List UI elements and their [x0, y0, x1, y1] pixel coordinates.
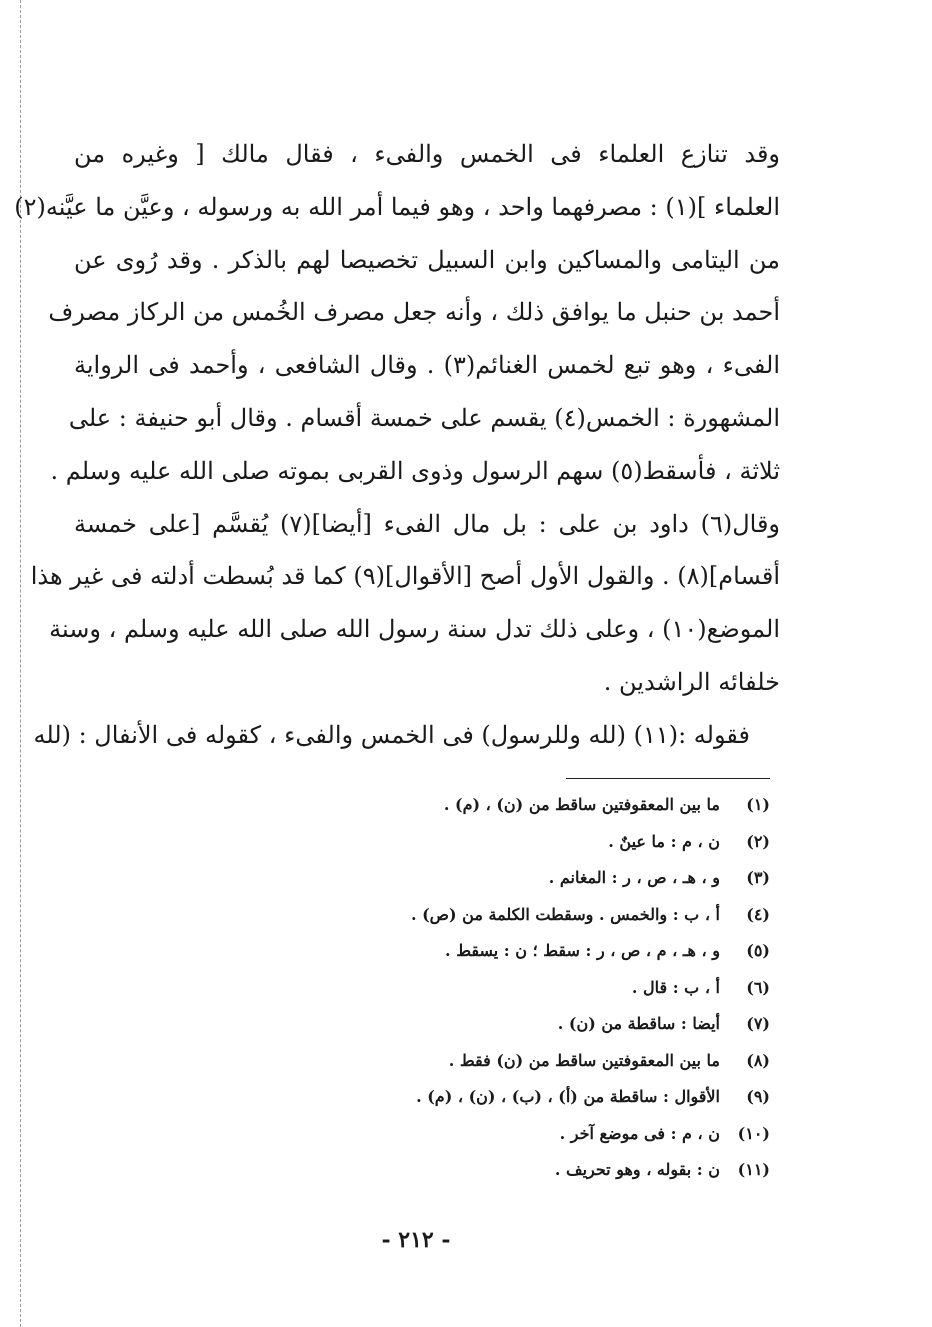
footnote-text: ن ، م : ما عينٌ .: [608, 831, 720, 851]
text-line: أحمد بن حنبل ما يوافق ذلك ، وأنه جعل مصرف الخُمس من الركاز مصرف: [48, 298, 780, 327]
text-line: المشهورة : الخمس(٤) يقسم على خمسة أقسام . وقال أبو حنيفة : على: [68, 403, 780, 432]
footnote: [200, 1006, 770, 1043]
footnote-number: (٣): [746, 868, 770, 887]
footnote: [200, 1079, 770, 1116]
footnote-text: ما بين المعقوفتين ساقط من (ن) فقط .: [448, 1050, 720, 1070]
text-line: أقسام](٨) . والقول الأول أصح [الأقوال](٩) كما قد بُسطت أدلته فى غير هذا: [30, 562, 780, 591]
page-number: - ٢١٢ -: [381, 1227, 451, 1253]
footnote-text: أيضا : ساقطة من (ن) .: [557, 1014, 720, 1033]
footnote-text: ن ، م : فى موضع آخر .: [559, 1123, 720, 1143]
footnote-number: (١): [746, 795, 770, 814]
footnote-number: (٨): [746, 1050, 770, 1070]
footnote: [200, 1152, 770, 1189]
text-line: الفىء ، وهو تبع لخمس الغنائم(٣) . وقال الشافعى ، وأحمد فى الرواية: [74, 351, 781, 380]
footnote-text: ما بين المعقوفتين ساقط من (ن) ، (م) .: [443, 795, 720, 814]
footnote-number: (١١): [737, 1160, 770, 1179]
footnote-number: (٦): [746, 977, 770, 997]
footnote-number: (٢): [746, 831, 770, 851]
text-line: العلماء ](١) : مصرفهما واحد ، وهو فيما أمر الله به ورسوله ، وعيَّن ما عيَّنه(٢): [14, 192, 780, 221]
text-line: وقال(٦) داود بن على : بل مال الفىء [أيضا](٧) يُقسَّم [على خمسة: [74, 509, 781, 538]
footnote-number: (٤): [746, 904, 770, 924]
footnote: [200, 970, 770, 1007]
footnote: [200, 897, 770, 934]
footnote: [200, 933, 770, 970]
footnote-text: أ ، ب : والخمس . وسقطت الكلمة من (ص) .: [410, 904, 720, 924]
footnote-number: (٥): [746, 941, 770, 960]
footnote-text: الأقوال : ساقطة من (أ) ، (ب) ، (ن) ، (م) .: [416, 1087, 720, 1106]
footnote-number: (١٠): [737, 1123, 770, 1143]
text-line: خلفائه الراشدين .: [603, 667, 780, 696]
text-line: من اليتامى والمساكين وابن السبيل تخصيصا لهم بالذكر . وقد رُوى عن: [74, 245, 780, 274]
footnote: [200, 860, 770, 897]
footnote-number: (٩): [746, 1087, 770, 1106]
footnote: [200, 787, 770, 824]
footnote: [200, 824, 770, 861]
footnote-text: و ، هـ ، م ، ص ، ر : سقط ؛ ن : يسقط .: [445, 941, 720, 960]
text-line: وقد تنازع العلماء فى الخمس والفىء ، فقال مالك [ وغيره من: [74, 140, 781, 168]
footnote: [200, 1043, 770, 1080]
footnote-text: أ ، ب : قال .: [631, 977, 720, 997]
text-line: فقوله :(١١) (لله وللرسول) فى الخمس والفىء ، كقوله فى الأنفال : (لله: [33, 720, 750, 749]
text-line: ثلاثة ، فأسقط(٥) سهم الرسول وذوى القربى بموته صلى الله عليه وسلم .: [50, 456, 780, 485]
footnotes: [200, 787, 770, 1189]
body-text: [14, 128, 781, 762]
footnote-text: و ، هـ ، ص ، ر : المغانم .: [548, 868, 720, 887]
footnote-text: ن : بقوله ، وهو تحريف .: [554, 1160, 720, 1179]
footnote-number: (٧): [746, 1014, 770, 1033]
footnote: [200, 1116, 770, 1153]
footnote-separator: [566, 778, 770, 779]
text-line: الموضع(١٠) ، وعلى ذلك تدل سنة رسول الله صلى الله عليه وسلم ، وسنة: [49, 615, 780, 644]
